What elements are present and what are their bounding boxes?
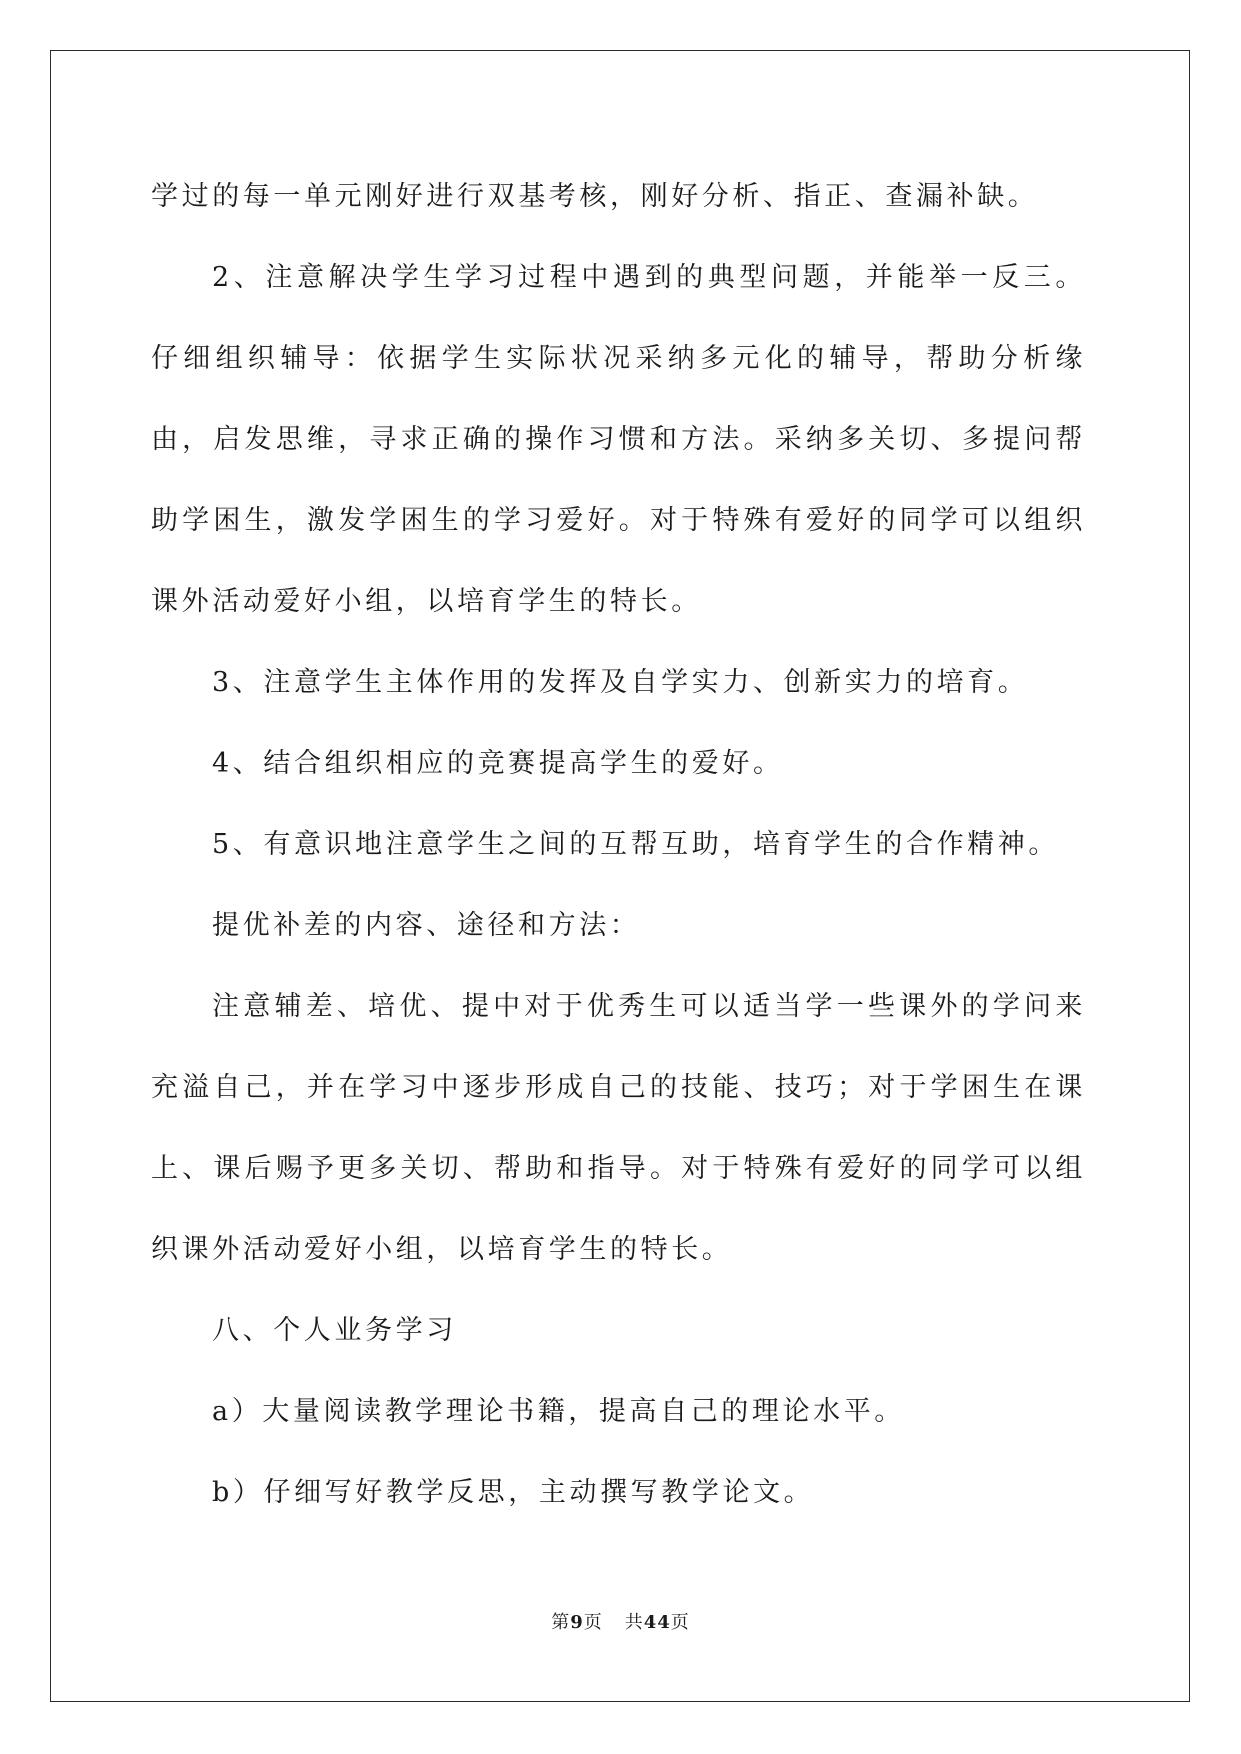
page-number-suffix: 页 [583,1612,603,1633]
section-heading-8: 八、个人业务学习 [212,1315,457,1346]
page-total: 44 [643,1612,671,1633]
page-total-suffix: 页 [670,1612,690,1633]
page-number-prefix: 第 [551,1612,571,1633]
list-item-b: b）仔细写好教学反思，主动撰写教学论文。 [212,1477,815,1508]
paragraph-2: 2、注意解决学生学习过程中遇到的典型问题，并能举一反三。仔细组织辅导：依据学生实际状况采纳多元化的辅导，帮助分析缘由，启发思维，寻求正确的操作习惯和方法。采纳多关切、多提问帮助学困生，激发学困生的学习爱好。对于特殊有爱好的同学可以组织课外活动爱好小组，以培育学生的特长。 [151,262,1086,617]
document-body [151,156,1086,1533]
paragraph-5: 5、有意识地注意学生之间的互帮互助，培育学生的合作精神。 [212,829,1059,860]
paragraph-3: 3、注意学生主体作用的发挥及自学实力、创新实力的培育。 [212,667,1029,698]
page-total-prefix: 共 [624,1612,644,1633]
paragraph-4: 4、结合组织相应的竞赛提高学生的爱好。 [212,748,784,779]
paragraph-1: 学过的每一单元刚好进行双基考核，刚好分析、指正、查漏补缺。 [151,181,1039,212]
paragraph-6: 注意辅差、培优、提中对于优秀生可以适当学一些课外的学问来充溢自己，并在学习中逐步形成自己的技能、技巧；对于学困生在课上、课后赐予更多关切、帮助和指导。对于特殊有爱好的同学可以组织课外活动爱好小组，以培育学生的特长。 [151,991,1086,1265]
page-footer [0,1608,1241,1634]
list-item-a: a）大量阅读教学理论书籍，提高自己的理论水平。 [212,1396,905,1427]
subheading-methods: 提优补差的内容、途径和方法： [212,910,641,941]
page-number-current: 9 [570,1612,584,1633]
